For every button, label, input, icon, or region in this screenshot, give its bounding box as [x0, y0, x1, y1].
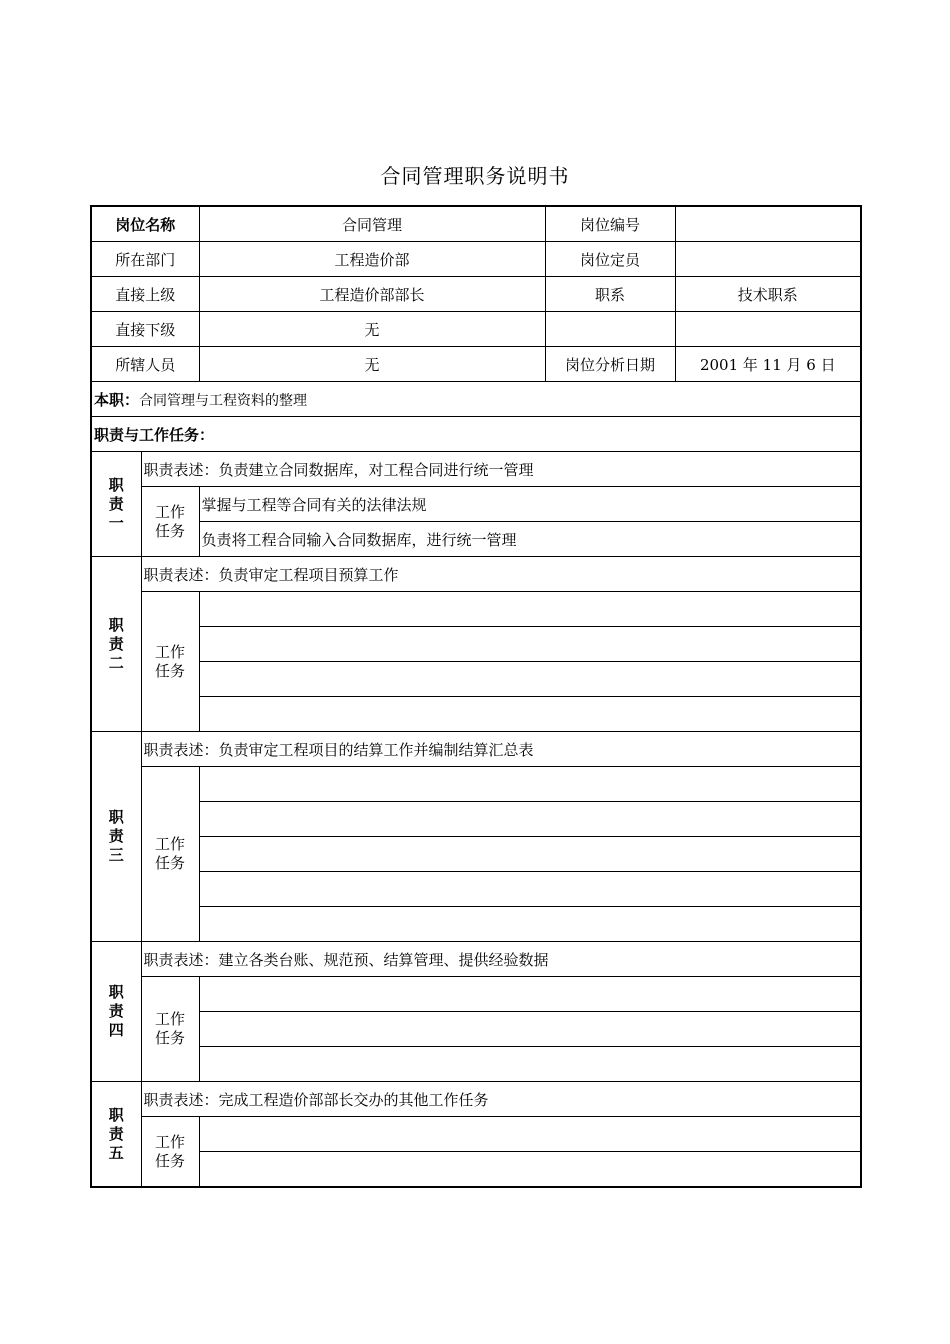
task-row	[91, 1152, 861, 1188]
duty-desc-row	[91, 732, 861, 767]
task-row	[91, 662, 861, 697]
duty-label	[91, 452, 141, 557]
task-cell	[199, 1117, 861, 1152]
task-label-line: 任务	[155, 661, 186, 680]
task-label-line: 任务	[155, 1029, 186, 1047]
task-row	[91, 872, 861, 907]
field-value	[675, 242, 861, 277]
task-label-line: 工作	[155, 835, 186, 853]
duty-label-char: 责	[108, 634, 124, 653]
duty-description: 职责表述：建立各类台账、规范预、结算管理、提供经验数据	[141, 942, 861, 977]
header-row	[91, 206, 861, 242]
field-value	[675, 206, 861, 242]
duty-label-char: 职	[108, 983, 124, 1001]
field-value: 无	[199, 347, 545, 382]
task-label-line: 任务	[155, 521, 186, 540]
task-cell	[199, 837, 861, 872]
task-row	[91, 1047, 861, 1082]
task-cell	[199, 627, 861, 662]
task-label	[141, 1117, 199, 1188]
field-label	[545, 312, 675, 347]
duty-description: 职责表述：负责审定工程项目的结算工作并编制结算汇总表	[141, 732, 861, 767]
duty-label	[91, 942, 141, 1082]
task-label-line: 任务	[155, 1151, 186, 1170]
task-row	[91, 802, 861, 837]
duty-label-char: 职	[108, 1105, 124, 1124]
header-row	[91, 312, 861, 347]
field-label: 岗位编号	[545, 206, 675, 242]
field-value: 技术职系	[675, 277, 861, 312]
task-row	[91, 592, 861, 627]
duty-label-char: 职	[108, 475, 124, 494]
field-label: 职系	[545, 277, 675, 312]
task-row	[91, 697, 861, 732]
task-row	[91, 522, 861, 557]
task-cell	[199, 767, 861, 802]
task-cell	[199, 1012, 861, 1047]
duty-label-char: 责	[108, 1124, 124, 1143]
benzhi-cell	[91, 382, 861, 417]
duty-label-char: 四	[108, 1021, 124, 1039]
duty-desc-row	[91, 942, 861, 977]
field-label: 岗位分析日期	[545, 347, 675, 382]
task-cell	[199, 1152, 861, 1188]
duty-label	[91, 732, 141, 942]
task-label	[141, 487, 199, 557]
task-row	[91, 1117, 861, 1152]
duty-desc-row	[91, 452, 861, 487]
task-row	[91, 767, 861, 802]
field-label: 岗位名称	[91, 206, 199, 242]
job-description-table	[90, 205, 862, 1188]
duty-label-char: 职	[108, 615, 124, 634]
benzhi-label: 本职：	[94, 390, 140, 409]
task-cell	[199, 662, 861, 697]
task-row	[91, 487, 861, 522]
task-row	[91, 907, 861, 942]
duty-description: 职责表述：负责审定工程项目预算工作	[141, 557, 861, 592]
duties-heading: 职责与工作任务：	[91, 417, 861, 452]
field-value: 无	[199, 312, 545, 347]
duty-label-char: 一	[108, 513, 124, 532]
task-label	[141, 977, 199, 1082]
task-row	[91, 837, 861, 872]
field-value: 工程造价部部长	[199, 277, 545, 312]
task-cell	[199, 1047, 861, 1082]
duty-label-char: 二	[108, 653, 124, 672]
task-label	[141, 767, 199, 942]
header-row	[91, 242, 861, 277]
duty-label-char: 三	[108, 846, 124, 864]
duty-desc-row	[91, 1082, 861, 1117]
duty-description: 职责表述：完成工程造价部部长交办的其他工作任务	[141, 1082, 861, 1117]
duty-description: 职责表述：负责建立合同数据库，对工程合同进行统一管理	[141, 452, 861, 487]
task-label-line: 工作	[155, 642, 186, 661]
header-row	[91, 277, 861, 312]
header-row	[91, 347, 861, 382]
task-row	[91, 1012, 861, 1047]
task-row	[91, 627, 861, 662]
field-value	[675, 312, 861, 347]
task-cell: 掌握与工程等合同有关的法律法规	[199, 487, 861, 522]
task-cell	[199, 907, 861, 942]
duty-label	[91, 1082, 141, 1188]
task-cell	[199, 592, 861, 627]
field-value: 2001 年 11 月 6 日	[675, 347, 861, 382]
task-cell	[199, 697, 861, 732]
task-cell	[199, 802, 861, 837]
task-row	[91, 977, 861, 1012]
duty-label-char: 责	[108, 494, 124, 513]
task-label-line: 工作	[155, 502, 186, 521]
task-cell	[199, 977, 861, 1012]
benzhi-text: 合同管理与工程资料的整理	[139, 392, 308, 409]
benzhi-row	[91, 382, 861, 417]
duty-label	[91, 557, 141, 732]
task-cell: 负责将工程合同输入合同数据库，进行统一管理	[199, 522, 861, 557]
task-cell	[199, 872, 861, 907]
field-label: 直接下级	[91, 312, 199, 347]
field-value: 合同管理	[199, 206, 545, 242]
task-label-line: 任务	[155, 854, 186, 872]
task-label	[141, 592, 199, 732]
duty-label-char: 责	[108, 827, 124, 845]
field-label: 所辖人员	[91, 347, 199, 382]
field-label: 所在部门	[91, 242, 199, 277]
field-label: 岗位定员	[545, 242, 675, 277]
duty-desc-row	[91, 557, 861, 592]
field-label: 直接上级	[91, 277, 199, 312]
duty-label-char: 职	[108, 808, 124, 826]
task-label-line: 工作	[155, 1010, 186, 1028]
field-value: 工程造价部	[199, 242, 545, 277]
duty-label-char: 五	[108, 1143, 124, 1162]
duties-heading-row	[91, 417, 861, 452]
document-title: 合同管理职务说明书	[380, 164, 570, 188]
duty-label-char: 责	[108, 1002, 124, 1020]
task-label-line: 工作	[155, 1132, 186, 1151]
